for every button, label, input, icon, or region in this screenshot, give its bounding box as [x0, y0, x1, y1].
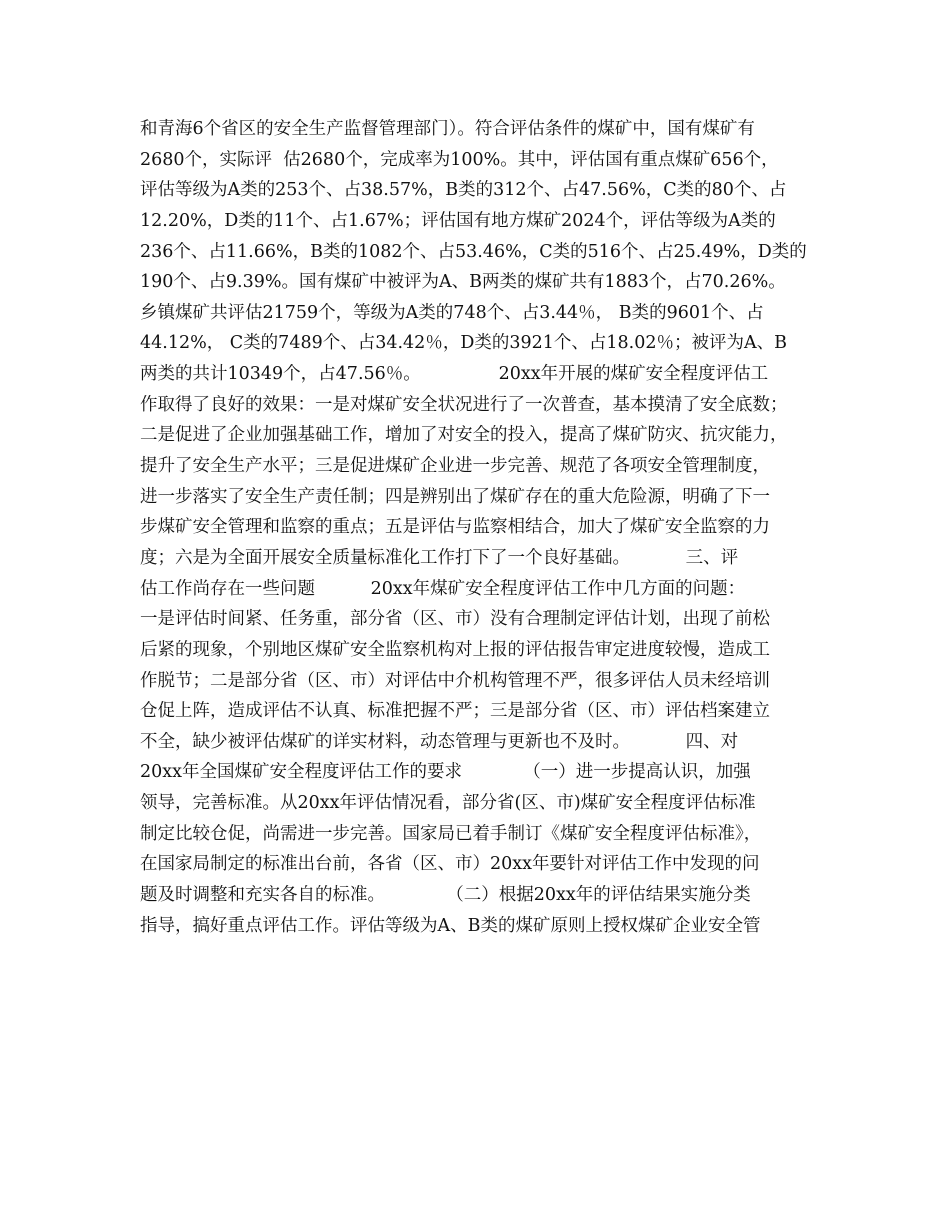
text-line: 2680个，实际评 估2680个，完成率为100%。其中，评估国有重点煤矿656个， — [140, 149, 779, 170]
text-line: 提升了安全生产水平；三是促进煤矿企业进一步完善、规范了各项安全管理制度， — [140, 456, 770, 477]
text-line: 和青海6个省区的安全生产监督管理部门）。符合评估条件的煤矿中，国有煤矿有 — [140, 119, 755, 139]
text-line: 估工作尚存在一些问题 20xx年煤矿安全程度评估工作中几方面的问题： — [140, 578, 746, 599]
text-line: 后紧的现象，个别地区煤矿安全监察机构对上报的评估报告审定进度较慢，造成工 — [140, 639, 770, 660]
text-line: 两类的共计10349个，占47.56％。 20xx年开展的煤矿安全程度评估工 — [140, 364, 769, 385]
text-line: 题及时调整和充实各自的标准。 （二）根据20xx年的评估结果实施分类 — [140, 885, 751, 906]
text-line: 在国家局制定的标准出台前，各省（区、市）20xx年要针对评估工作中发现的问 — [140, 854, 760, 875]
text-line: 指导，搞好重点评估工作。评估等级为A、B类的煤矿原则上授权煤矿企业安全管 — [140, 915, 761, 936]
text-line: 评估等级为A类的253个、占38.57%，B类的312个、占47.56%，C类的80个、占 — [140, 180, 787, 201]
text-line: 44.12%， C类的7489个、占34.42％，D类的3921个、占18.02％；被评为A、B — [140, 333, 787, 354]
text-line: 仓促上阵，造成评估不认真、标准把握不严；三是部分省（区、市）评估档案建立 — [140, 701, 770, 722]
text-line: 20xx年全国煤矿安全程度评估工作的要求 （一）进一步提高认识，加强 — [140, 762, 751, 783]
text-line: 一是评估时间紧、任务重，部分省（区、市）没有合理制定评估计划，出现了前松 — [140, 609, 770, 630]
text-line: 作脱节；二是部分省（区、市）对评估中介机构管理不严，很多评估人员未经培训 — [140, 670, 770, 691]
document-body — [140, 114, 820, 941]
text-line: 12.20%，D类的11个、占1.67%；评估国有地方煤矿2024个，评估等级为A类的 — [140, 210, 776, 231]
text-line: 作取得了良好的效果：一是对煤矿安全状况进行了一次普查，基本摸清了安全底数； — [140, 394, 788, 415]
text-line: 乡镇煤矿共评估21759个，等级为A类的748个、占3.44％， B类的9601个、占 — [140, 302, 764, 323]
text-line: 190个、占9.39%。国有煤矿中被评为A、B两类的煤矿共有1883个，占70.26%。 — [140, 272, 786, 293]
text-line: 制定比较仓促，尚需进一步完善。国家局已着手制订《煤矿安全程度评估标准》， — [140, 823, 762, 844]
text-line: 领导，完善标准。从20xx年评估情况看，部分省(区、市)煤矿安全程度评估标准 — [140, 793, 756, 814]
text-line: 进一步落实了安全生产责任制；四是辨别出了煤矿存在的重大危险源，明确了下一 — [140, 486, 770, 507]
text-line: 步煤矿安全管理和监察的重点；五是评估与监察相结合，加大了煤矿安全监察的力 — [140, 517, 770, 538]
text-line: 不全，缺少被评估煤矿的详实材料，动态管理与更新也不及时。 四、对 — [140, 731, 739, 752]
text-line: 二是促进了企业加强基础工作，增加了对安全的投入，提高了煤矿防灾、抗灾能力， — [140, 425, 788, 446]
text-line: 236个、占11.66%，B类的1082个、占53.46%，C类的516个、占25.49%，D类的 — [140, 241, 807, 262]
text-line: 度；六是为全面开展安全质量标准化工作打下了一个良好基础。 三、评 — [140, 547, 739, 568]
